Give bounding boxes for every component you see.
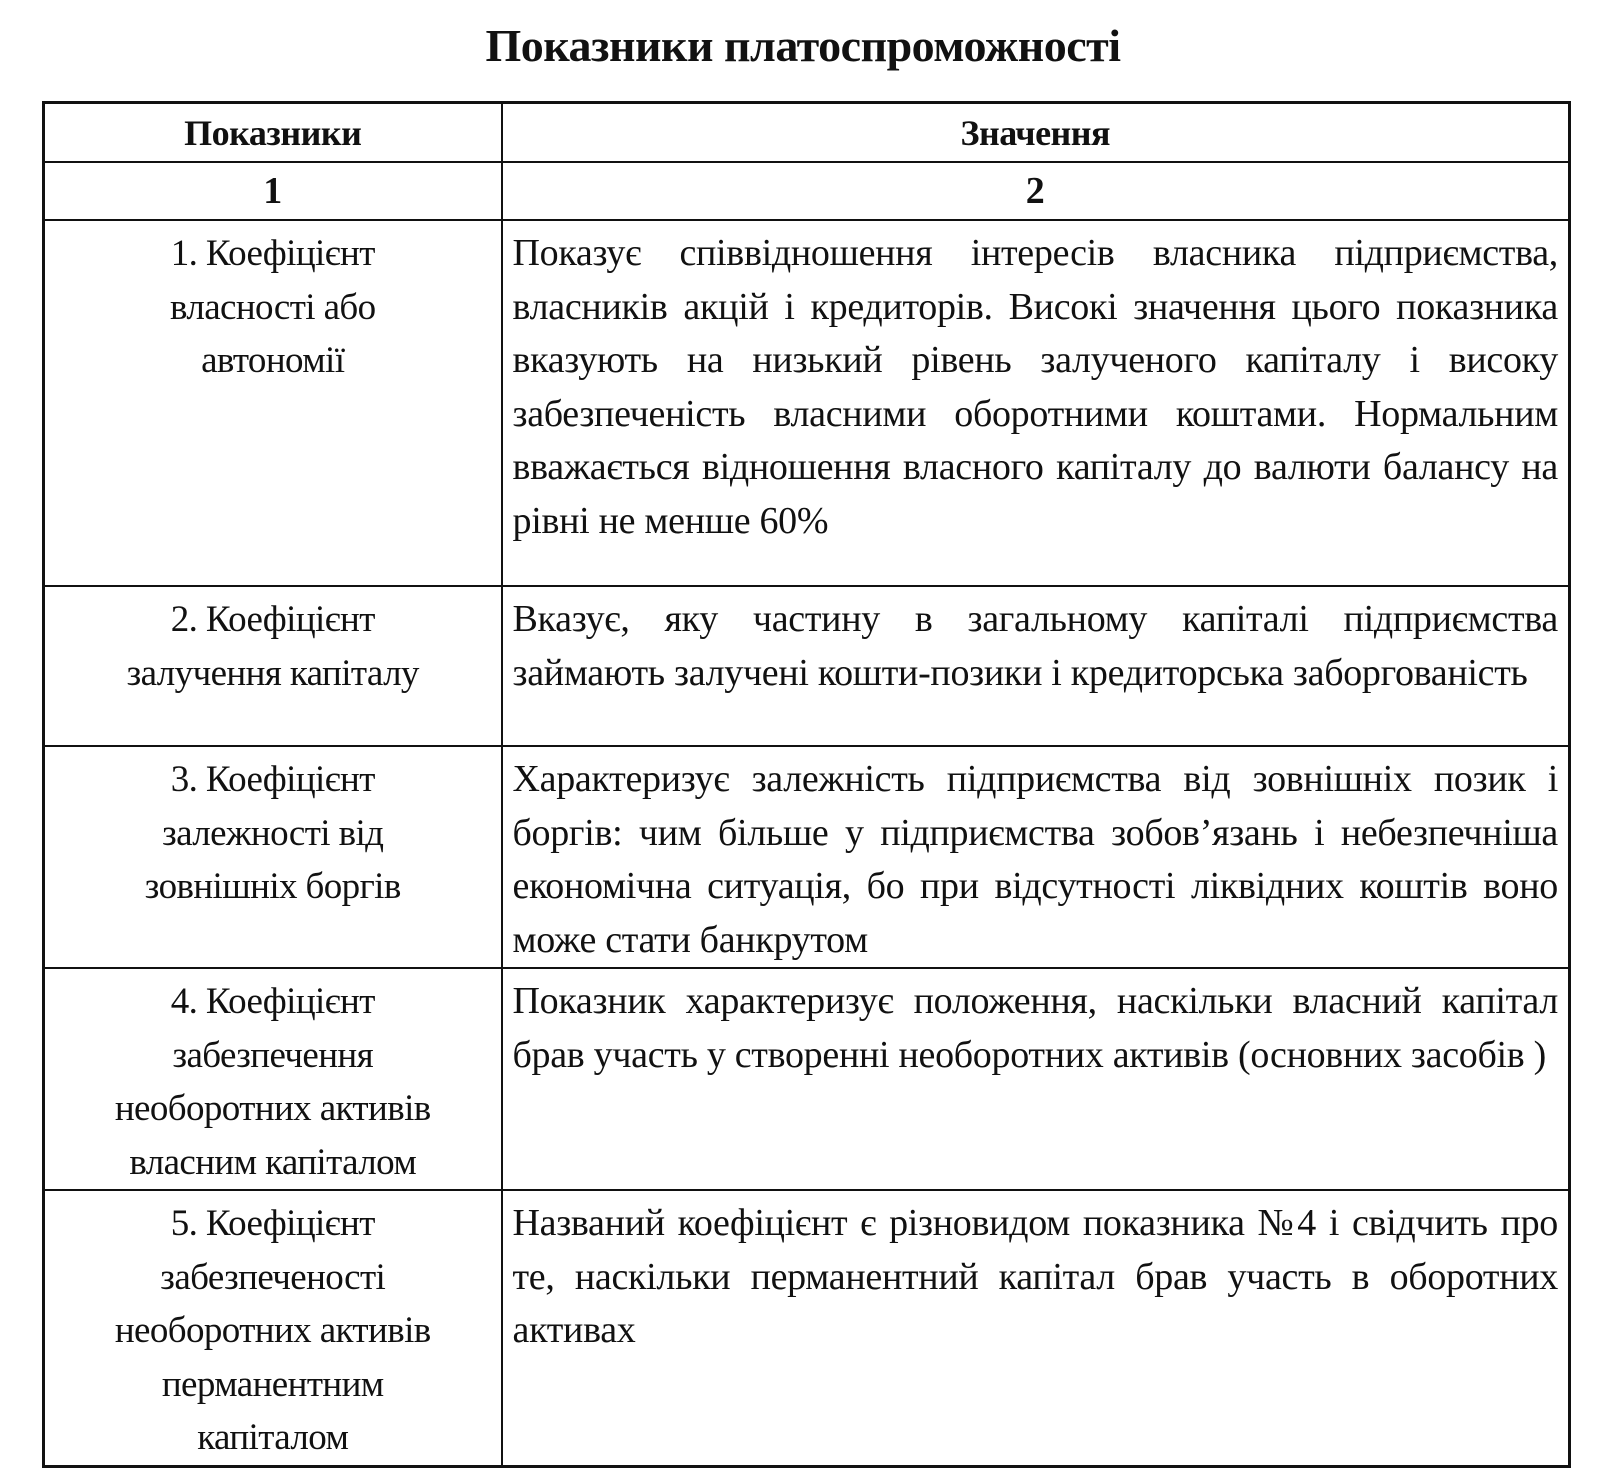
column-number-row xyxy=(44,162,1570,220)
indicator-cell xyxy=(44,586,502,746)
value-cell: Вказує, яку частину в загальному капіталі підприємства займають залучені кошти-позики і кредиторська заборгованість xyxy=(502,586,1570,746)
value-cell: Названий коефіцієнт є різновидом показника №4 і свідчить про те, наскільки перманентний капітал брав участь в оборотних активах xyxy=(502,1190,1570,1466)
indicator-line: перманентним xyxy=(161,1363,384,1405)
indicator-line: 3. Коефіцієнт xyxy=(170,759,375,800)
indicator-cell xyxy=(44,220,502,586)
indicator-line: зовнішніх боргів xyxy=(144,866,401,907)
indicator-line: забезпеченості xyxy=(160,1256,386,1298)
indicator-line: необоротних активів xyxy=(114,1310,431,1351)
indicator-cell xyxy=(44,746,502,968)
indicator-cell xyxy=(44,1190,502,1466)
indicator-line: залучення капіталу xyxy=(126,652,419,694)
indicator-cell xyxy=(44,968,502,1190)
value-cell: Показник характеризує положення, наскільки власний капітал брав участь у створенні необоротних активів (основних засобів ) xyxy=(502,968,1570,1190)
column-number-1: 1 xyxy=(44,162,502,220)
indicator-line: забезпечення xyxy=(172,1034,374,1076)
indicator-line: власності або xyxy=(169,286,376,328)
indicator-line: 1. Коефіцієнт xyxy=(170,233,375,274)
table-row xyxy=(44,968,1570,1190)
column-number-2: 2 xyxy=(502,162,1570,220)
indicator-line: власним капіталом xyxy=(129,1141,417,1183)
table-row xyxy=(44,220,1570,586)
indicators-table xyxy=(42,101,1571,1468)
indicator-line: 2. Коефіцієнт xyxy=(170,599,375,640)
table-header-row xyxy=(44,103,1570,163)
page-title: Показники платоспроможності xyxy=(485,20,1121,71)
table-row xyxy=(44,586,1570,746)
indicator-line: залежності від xyxy=(162,812,384,854)
indicator-line: 4. Коефіцієнт xyxy=(170,981,375,1022)
table-row xyxy=(44,746,1570,968)
column-header-values: Значення xyxy=(502,103,1570,163)
indicator-line: 5. Коефіцієнт xyxy=(170,1203,375,1244)
value-cell: Показує співвідношення інтересів власника підприємства, власників акцій і кредиторів. Високі значення цього показника вказують на низький рівень залученого капіталу і високу забезпеченість власними оборотними коштами. Нормальним вважається відношення власного капіталу до валюти балансу на рівні не менше 60% xyxy=(502,220,1570,586)
column-header-indicators: Показники xyxy=(44,103,502,163)
indicator-line: необоротних активів xyxy=(114,1088,431,1129)
indicator-line: автономії xyxy=(201,340,345,381)
value-cell: Характеризує залежність підприємства від зовнішніх позик і боргів: чим більше у підприємства зобов’язань і небезпечніша економічна ситуація, бо при відсутності ліквідних коштів воно може стати банкрутом xyxy=(502,746,1570,968)
table-row xyxy=(44,1190,1570,1466)
indicator-line: капіталом xyxy=(197,1417,349,1458)
